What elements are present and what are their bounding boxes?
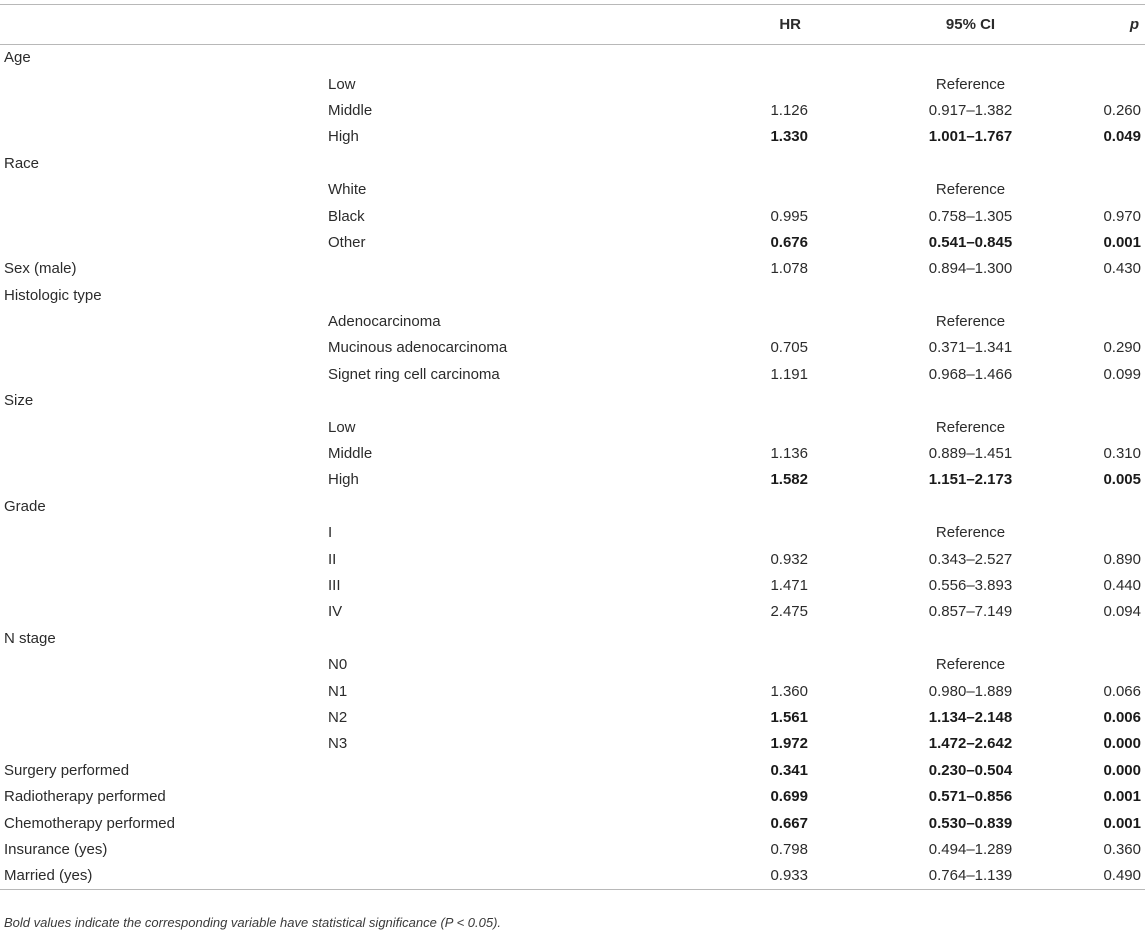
cell-p: 0.001 (1103, 788, 1141, 806)
cell-hr (748, 651, 846, 677)
cell-ci: 0.343–2.527 (928, 550, 1013, 568)
cell-variable (0, 546, 328, 572)
cell-ci: 0.571–0.856 (928, 788, 1013, 806)
cell-ci (846, 388, 1071, 414)
cell-subgroup (328, 45, 748, 71)
cell-ci: 0.968–1.466 (928, 365, 1013, 383)
cell-variable: Married (yes) (0, 863, 328, 889)
table-row (0, 229, 1145, 255)
cell-hr (748, 71, 846, 97)
cell-hr: 1.561 (770, 708, 808, 726)
cell-p: 0.260 (1103, 101, 1141, 119)
cell-variable (0, 731, 328, 757)
cell-hr (748, 308, 846, 334)
cell-variable (0, 704, 328, 730)
table-row (0, 546, 1145, 572)
cell-ci: Reference (935, 418, 1006, 436)
table-row (0, 704, 1145, 730)
cell-hr (748, 414, 846, 440)
cell-ci: 0.764–1.139 (846, 863, 1071, 889)
cell-subgroup (328, 625, 748, 651)
cell-variable (0, 229, 328, 255)
table-row (0, 203, 1145, 229)
cell-variable (0, 572, 328, 598)
cell-variable: Grade (4, 497, 46, 515)
cell-subgroup (328, 783, 748, 809)
cell-p: 0.290 (1103, 339, 1141, 357)
header-hr: HR (748, 5, 846, 45)
header-p: p (1071, 5, 1145, 45)
cell-variable: Race (4, 154, 40, 172)
cell-subgroup: Low (328, 75, 356, 93)
cell-p (1071, 71, 1145, 97)
cell-ci: 1.151–2.173 (928, 471, 1013, 489)
cell-hr: 1.471 (770, 577, 808, 594)
cell-variable: Sex (male) (4, 260, 77, 278)
cell-ci: Reference (935, 313, 1006, 331)
cell-variable: Age (4, 49, 31, 67)
cell-hr: 1.330 (770, 128, 808, 146)
table-row (0, 625, 1145, 651)
cell-subgroup: N3 (328, 735, 348, 753)
cell-subgroup (328, 493, 748, 519)
cell-variable (0, 678, 328, 704)
hazard-ratio-table (0, 4, 1145, 890)
cell-variable: Histologic type (4, 286, 102, 304)
table-row (0, 388, 1145, 414)
table-row (0, 414, 1145, 440)
cell-p: 0.001 (1103, 233, 1141, 251)
cell-hr (748, 520, 846, 546)
cell-subgroup: III (328, 577, 341, 594)
cell-p: 0.006 (1103, 708, 1141, 726)
cell-p (1071, 282, 1145, 308)
table-row (0, 282, 1145, 308)
cell-variable: Size (4, 392, 34, 410)
cell-hr: 0.667 (770, 814, 808, 832)
cell-p (1071, 625, 1145, 651)
table-header-row (0, 5, 1145, 45)
cell-ci (846, 493, 1071, 519)
cell-subgroup: Signet ring cell carcinoma (328, 365, 500, 383)
cell-ci: 0.371–1.341 (928, 339, 1013, 357)
cell-p: 0.099 (1103, 365, 1141, 383)
cell-variable (0, 203, 328, 229)
cell-ci (846, 625, 1071, 651)
header-subgroup (328, 5, 748, 45)
cell-p: 0.970 (1103, 207, 1141, 225)
table-row (0, 520, 1145, 546)
cell-hr: 1.582 (770, 471, 808, 489)
cell-hr (748, 176, 846, 202)
cell-variable (0, 176, 328, 202)
cell-hr (748, 493, 846, 519)
cell-variable (0, 361, 328, 387)
cell-p: 0.000 (1103, 761, 1141, 779)
cell-p: 0.890 (1103, 550, 1141, 568)
cell-subgroup: White (328, 181, 367, 199)
cell-hr (748, 282, 846, 308)
cell-variable (0, 414, 328, 440)
cell-p (1071, 414, 1145, 440)
cell-subgroup: Middle (328, 445, 373, 463)
cell-ci: 0.980–1.889 (928, 682, 1013, 700)
cell-p: 0.430 (1103, 260, 1141, 278)
table-body (0, 45, 1145, 890)
cell-ci: 1.001–1.767 (928, 128, 1013, 146)
cell-subgroup: Middle (328, 101, 373, 119)
cell-p (1071, 520, 1145, 546)
cell-variable (0, 335, 328, 361)
cell-variable: Radiotherapy performed (4, 788, 166, 806)
cell-p: 0.440 (1103, 577, 1141, 594)
table-row (0, 440, 1145, 466)
cell-ci: 0.857–7.149 (928, 603, 1013, 621)
header-ci: 95% CI (846, 5, 1071, 45)
table-row (0, 783, 1145, 809)
table-row (0, 599, 1145, 625)
table-row (0, 731, 1145, 757)
cell-subgroup: Low (328, 418, 356, 436)
cell-hr (748, 388, 846, 414)
cell-hr: 0.995 (770, 207, 808, 225)
cell-ci: 0.917–1.382 (928, 101, 1013, 119)
cell-variable: Surgery performed (4, 761, 130, 779)
table-row (0, 863, 1145, 889)
cell-p (1071, 45, 1145, 71)
table-row (0, 651, 1145, 677)
table-row (0, 493, 1145, 519)
cell-ci (846, 282, 1071, 308)
cell-p (1071, 308, 1145, 334)
cell-hr: 1.360 (770, 682, 808, 700)
table-row (0, 176, 1145, 202)
cell-variable (0, 599, 328, 625)
cell-hr: 2.475 (770, 603, 808, 621)
cell-subgroup: II (328, 550, 337, 568)
cell-p: 0.310 (1103, 445, 1141, 463)
cell-subgroup (328, 282, 748, 308)
cell-variable (0, 71, 328, 97)
cell-variable (0, 440, 328, 466)
cell-ci: 0.894–1.300 (928, 260, 1013, 278)
cell-ci: 0.230–0.504 (928, 761, 1013, 779)
cell-subgroup (328, 256, 748, 282)
cell-subgroup: N1 (328, 682, 348, 700)
cell-variable (0, 520, 328, 546)
table-row (0, 467, 1145, 493)
cell-ci (846, 45, 1071, 71)
cell-p (1071, 493, 1145, 519)
cell-ci: 0.541–0.845 (928, 233, 1013, 251)
cell-subgroup (328, 757, 748, 783)
table-footnote: Bold values indicate the corresponding variable have statistical significance (P < 0.05). (4, 915, 502, 930)
table-row (0, 150, 1145, 176)
cell-p: 0.001 (1103, 814, 1141, 832)
cell-ci: Reference (935, 181, 1006, 199)
cell-subgroup: Other (328, 233, 366, 251)
cell-hr (748, 45, 846, 71)
cell-ci: Reference (935, 524, 1006, 542)
cell-subgroup: I (328, 524, 333, 542)
table-row (0, 810, 1145, 836)
cell-hr (748, 625, 846, 651)
cell-hr: 0.932 (770, 550, 808, 568)
cell-p: 0.066 (1103, 682, 1141, 700)
cell-hr: 0.341 (770, 761, 808, 779)
cell-subgroup: Mucinous adenocarcinoma (328, 339, 508, 357)
cell-subgroup: IV (328, 603, 343, 621)
cell-subgroup: High (328, 471, 359, 489)
table-row (0, 45, 1145, 71)
cell-variable (0, 467, 328, 493)
cell-ci: 0.889–1.451 (928, 445, 1013, 463)
cell-subgroup: N2 (328, 708, 348, 726)
cell-subgroup (328, 810, 748, 836)
table-row (0, 757, 1145, 783)
table-row (0, 308, 1145, 334)
cell-ci: 0.758–1.305 (928, 207, 1013, 225)
cell-subgroup (328, 836, 748, 862)
cell-p (1071, 176, 1145, 202)
cell-subgroup: Adenocarcinoma (328, 313, 441, 331)
cell-ci: Reference (935, 75, 1006, 93)
cell-hr: 0.933 (748, 863, 846, 889)
cell-p: 0.360 (1103, 840, 1141, 858)
cell-subgroup (328, 150, 748, 176)
cell-subgroup (328, 863, 748, 889)
cell-hr: 1.078 (770, 260, 808, 278)
cell-variable: N stage (4, 629, 56, 647)
cell-p (1071, 150, 1145, 176)
cell-hr (748, 150, 846, 176)
cell-hr: 1.191 (770, 365, 808, 383)
cell-ci: 0.556–3.893 (928, 577, 1013, 594)
cell-ci: Reference (935, 656, 1006, 674)
cell-ci: 0.494–1.289 (928, 840, 1013, 858)
table-row (0, 124, 1145, 150)
header-variable (0, 5, 328, 45)
cell-variable: Insurance (yes) (4, 840, 108, 858)
cell-p (1071, 651, 1145, 677)
table-row (0, 256, 1145, 282)
cell-variable (0, 651, 328, 677)
cell-p: 0.005 (1103, 471, 1141, 489)
cell-subgroup: Black (328, 207, 365, 225)
cell-ci: 1.134–2.148 (928, 708, 1013, 726)
cell-hr: 0.699 (770, 788, 808, 806)
cell-p (1071, 388, 1145, 414)
table-row (0, 678, 1145, 704)
cell-variable (0, 308, 328, 334)
cell-p: 0.490 (1071, 863, 1145, 889)
table-row (0, 335, 1145, 361)
cell-variable (0, 97, 328, 123)
cell-variable (0, 124, 328, 150)
table-row (0, 71, 1145, 97)
table-row (0, 836, 1145, 862)
cell-ci: 1.472–2.642 (928, 735, 1013, 753)
cell-subgroup (328, 388, 748, 414)
cell-hr: 1.136 (770, 445, 808, 463)
table-row (0, 572, 1145, 598)
cell-p: 0.000 (1103, 735, 1141, 753)
cell-hr: 0.798 (770, 840, 808, 858)
cell-variable: Chemotherapy performed (4, 814, 175, 832)
cell-subgroup: High (328, 128, 359, 146)
cell-hr: 1.126 (770, 101, 808, 119)
cell-ci (846, 150, 1071, 176)
cell-p: 0.049 (1103, 128, 1141, 146)
cell-p: 0.094 (1103, 603, 1141, 621)
cell-hr: 0.676 (770, 233, 808, 251)
cell-subgroup: N0 (328, 656, 348, 674)
table-row (0, 97, 1145, 123)
cell-hr: 0.705 (770, 339, 808, 357)
cell-hr: 1.972 (770, 735, 808, 753)
table-row (0, 361, 1145, 387)
cell-ci: 0.530–0.839 (928, 814, 1013, 832)
